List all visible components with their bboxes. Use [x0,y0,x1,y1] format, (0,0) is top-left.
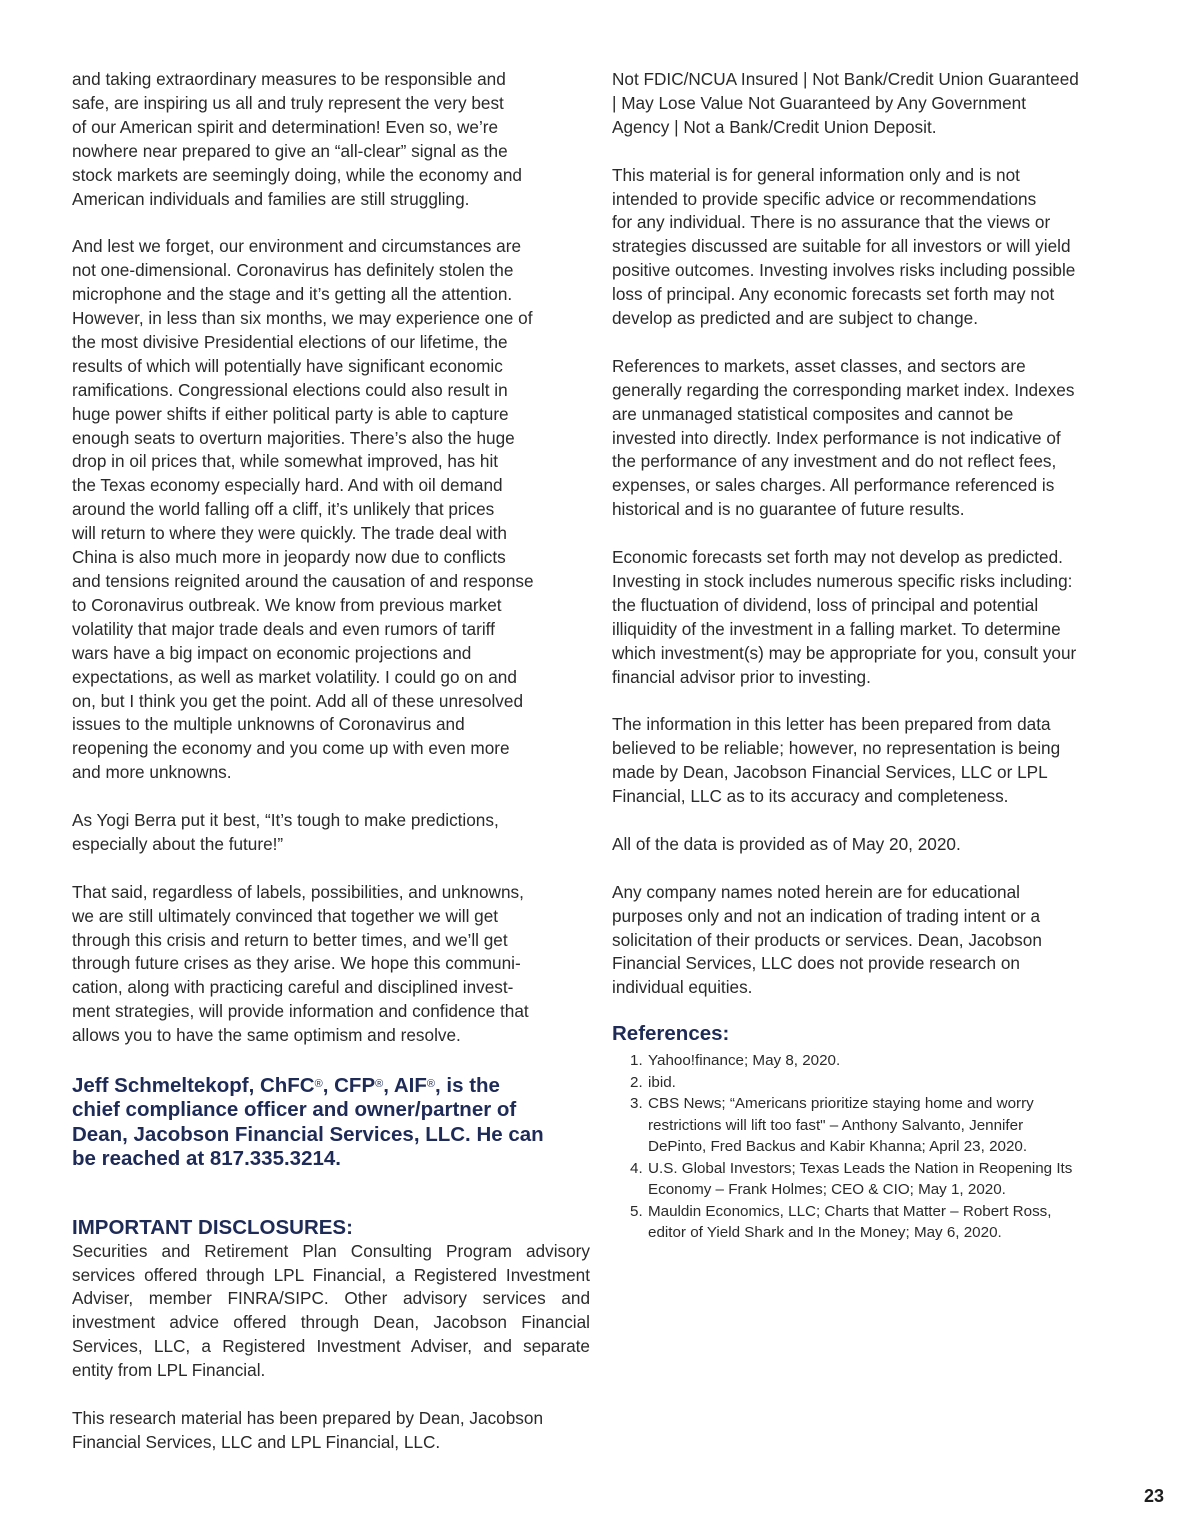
disclaimer-paragraph-7: Any company names noted herein are for educational purposes only and not an indication of trading intent or a solicitation of their products or services. Dean, Jacobson Financial Services, LLC does not provide research on individual equities. [612,881,1042,998]
left-column [72,68,590,1479]
body-paragraph-3: As Yogi Berra put it best, “It’s tough to make predictions, especially about the future!” [72,810,499,854]
disclaimer-paragraph-1: Not FDIC/NCUA Insured | Not Bank/Credit Union Guaranteed | May Lose Value Not Guaranteed by Any Government Agency | Not a Bank/Credit Union Deposit. [612,69,1079,137]
reference-number: 4. [630,1159,643,1177]
reference-item [612,1201,1130,1244]
registered-mark: ® [426,1078,436,1090]
reference-number: 1. [630,1052,643,1070]
reference-text: U.S. Global Investors; Texas Leads the Nation in Reopening Its Economy – Frank Holmes; CEO & CIO; May 1, 2020. [648,1159,1073,1199]
reference-item [612,1093,1130,1158]
reference-number: 5. [630,1202,643,1220]
right-column [612,68,1130,1244]
disclaimer-paragraph-2: This material is for general information only and is not intended to provide specific advice or recommendations for any individual. There is no assurance that the views or strategies discussed are suitable for all investors or will yield positive outcomes. Investing involves risks including possible loss of principal. Any economic forecasts set forth may not develop as predicted and are subject to change. [612,164,1076,329]
reference-text: Mauldin Economics, LLC; Charts that Matter – Robert Ross, editor of Yield Shark and In the Money; May 6, 2020. [648,1202,1052,1242]
reference-number: 3. [630,1095,643,1113]
reference-text: ibid. [648,1073,676,1091]
disclosures-heading: IMPORTANT DISCLOSURES: [72,1215,353,1239]
reference-item [612,1050,1130,1072]
reference-number: 2. [630,1073,643,1091]
reference-item [612,1072,1130,1094]
disclosure-paragraph-2: This research material has been prepared by Dean, Jacobson Financial Services, LLC and LPL Financial, LLC. [72,1407,544,1452]
disclaimer-paragraph-4: Economic forecasts set forth may not develop as predicted. Investing in stock includes numerous specific risks including: the fluctuation of dividend, loss of principal and potential illiquidity of the investment in a falling market. To determine which investment(s) may be appropriate for you, consult your financial advisor prior to investing. [612,547,1077,687]
author-bio [72,1072,592,1172]
disclaimer-paragraph-3: References to markets, asset classes, and sectors are generally regarding the corresponding market index. Indexes are unmanaged statistical composites and cannot be invested into directly. Index performance is not indicative of the performance of any investment and do not reflect fees, expenses, or sales charges. All performance referenced is historical and is no guarantee of future results. [612,355,1075,520]
disclaimer-paragraph-6: All of the data is provided as of May 20, 2020. [612,833,961,854]
author-aif: , AIF [383,1074,427,1097]
body-paragraph-2: And lest we forget, our environment and circumstances are not one-dimensional. Coronavirus has definitely stolen the microphone and the stage and it’s getting all the attention. However, in less than six months, we may experience one of the most divisive Presidential elections of our lifetime, the results of which will potentially have significant economic ramifications. Congressional elections could also result in huge power shifts if either political party is able to capture enough seats to overturn majorities. There’s also the huge drop in oil prices that, while somewhat improved, has hit the Texas economy especially hard. And with oil demand around the world falling off a cliff, it’s unlikely that prices will return to where they were quickly. The trade deal with China is also much more in jeopardy now due to conflicts and tensions reignited around the causation of and response to Coronavirus outbreak. We know from previous market volatility that major trade deals and even rumors of tariff wars have a big impact on economic projections and expectations, as well as market volatility. I could go on and on, but I think you get the point. Add all of these unresolved issues to the multiple unknowns of Coronavirus and reopening the economy and you come up with even more and more unknowns. [72,236,534,783]
disclosures-body [72,1240,590,1455]
reference-text: Yahoo!finance; May 8, 2020. [648,1052,841,1070]
reference-item [612,1158,1130,1201]
registered-mark: ® [314,1078,323,1090]
body-paragraph-1: and taking extraordinary measures to be responsible and safe, are inspiring us all and truly represent the very best of our American spirit and determination! Even so, we’re nowhere near prepared to give an “all-clear” signal as the stock markets are seemingly doing, while the economy and American individuals and families are still struggling. [72,69,522,209]
references-heading: References: [612,1022,730,1046]
body-paragraph-4: That said, regardless of labels, possibilities, and unknowns, we are still ultimately convinced that together we will get through this crisis and return to better times, and we’ll get through future crises as they arise. We hope this communi- cation, along with practicing careful and disciplined invest- ment strategies, will provide information and confidence that allows you to have the same optimism and resolve. [72,881,529,1046]
disclosure-paragraph-1: Securities and Retirement Plan Consulting Program advisory services offered through LPL Financial, a Registered Investment Adviser, member FINRA/SIPC. Other advisory services and investment advice offered through Dean, Jacobson Financial Services, LLC, a Registered Investment Adviser, and separate entity from LPL Financial. [72,1240,590,1381]
page-number: 23 [1143,1486,1164,1506]
registered-mark: ® [375,1078,384,1090]
disclaimer-paragraph-5: The information in this letter has been prepared from data believed to be reliable; however, no representation is being made by Dean, Jacobson Financial Services, LLC or LPL Financial, LLC as to its accuracy and completeness. [612,714,1061,807]
author-name: Jeff Schmeltekopf, ChFC [72,1074,315,1097]
references-list [612,1050,1130,1244]
author-cfp: , CFP [322,1074,376,1097]
author-bio-text: , is the chief compliance officer and owner/partner of Dean, Jacobson Financial Services, LLC. He can be reached at 817.335.3214. [72,1074,544,1171]
reference-text: CBS News; “Americans prioritize staying home and worry restrictions will lift too fast" – Anthony Salvanto, Jennifer DePinto, Fred Backus and Kabir Khanna; April 23, 2020. [648,1095,1034,1156]
